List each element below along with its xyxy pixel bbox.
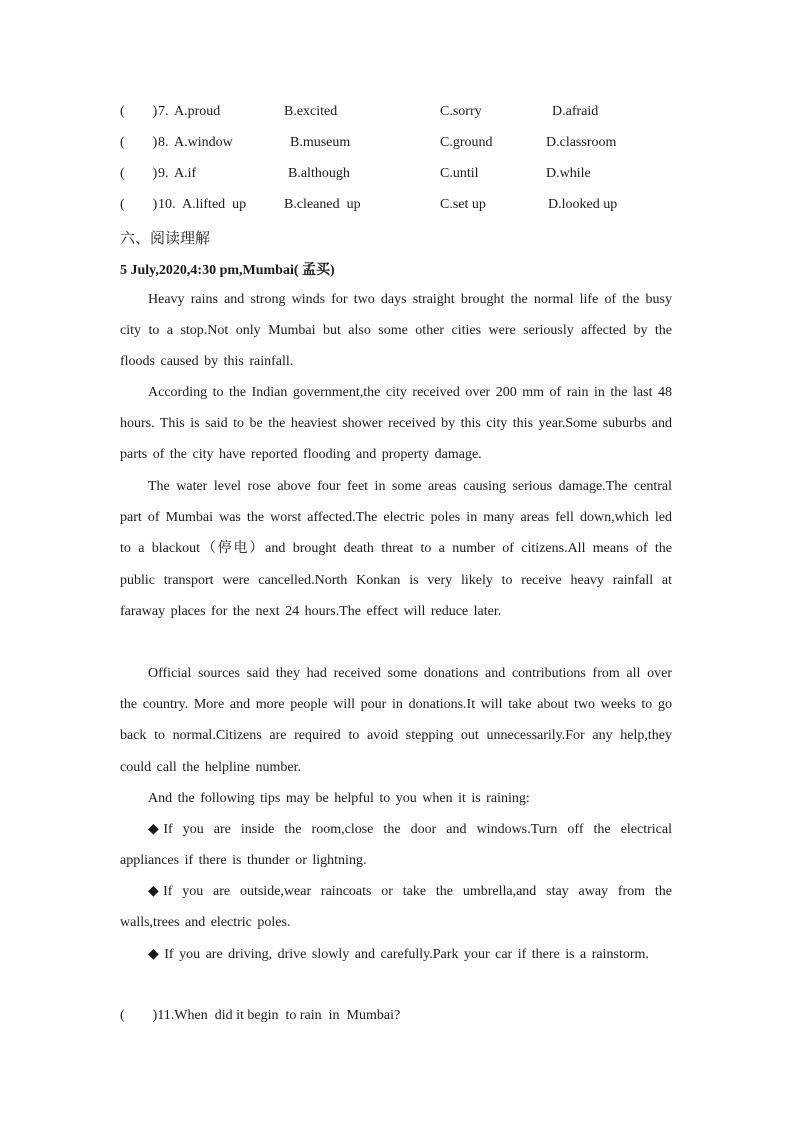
cloze-question-10 xyxy=(120,197,680,217)
article-paragraph-1: Heavy rains and strong winds for two days straight brought the normal life of the busy city to a stop.Not only Mumbai but also some other cities were seriously affected by the floods caused by this rainfall. xyxy=(120,292,672,370)
option-a: A.if xyxy=(174,166,197,181)
article-dateline: 5 July,2020,4:30 pm,Mumbai( 孟买) xyxy=(120,263,335,278)
tip-item-driving: ◆ If you are driving, drive slowly and carefully.Park your car if there is a rainstorm. xyxy=(148,947,649,962)
option-b: B.although xyxy=(288,166,350,181)
article-paragraph-2: According to the Indian government,the city received over 200 mm of rain in the last 48 hours. This is said to be the heaviest shower received by this city this year.Some suburbs and parts of the city have reported flooding and property damage. xyxy=(120,385,672,463)
answer-bracket: ( ) xyxy=(120,197,158,212)
answer-bracket: ( ) xyxy=(120,135,158,150)
option-b: B.museum xyxy=(290,135,351,150)
option-d: D.while xyxy=(546,166,591,181)
cloze-question-7 xyxy=(120,104,680,124)
option-a: A.window xyxy=(174,135,233,150)
option-a: A.lifted up xyxy=(182,197,247,212)
section-title: 六、阅读理解 xyxy=(120,229,211,247)
question-number: 7. xyxy=(158,104,169,119)
option-a: A.proud xyxy=(174,104,221,119)
tip-item-inside: ◆If you are inside the room,close the door and windows.Turn off the electrical appliances if there is thunder or lightning. xyxy=(120,822,672,869)
question-number: 8. xyxy=(158,135,169,150)
option-d: D.afraid xyxy=(552,104,599,119)
option-c: C.ground xyxy=(440,135,493,150)
article-paragraph-4: Official sources said they had received some donations and contributions from all over the country. More and more people will pour in donations.It will take about two weeks to go back to normal.Citizens are required to avoid stepping out unnecessarily.For any help,they could call the helpline number. xyxy=(120,666,672,775)
tip-item-outside: ◆If you are outside,wear raincoats or take the umbrella,and stay away from the walls,trees and electric poles. xyxy=(120,884,672,931)
answer-bracket: ( ) xyxy=(120,166,158,181)
option-d: D.looked up xyxy=(548,197,618,212)
option-c: C.sorry xyxy=(440,104,482,119)
article-paragraph-3: The water level rose above four feet in some areas causing serious damage.The central part of Mumbai was the worst affected.The electric poles in many areas fell down,which led to a blackout（停电）and brought death threat to a number of citizens.All means of the public transport were cancelled.North Konkan is very likely to receive heavy rainfall at faraway places for the next 24 hours.The effect will reduce later. xyxy=(120,479,672,619)
question-11: ( )11.When did it begin to rain in Mumbai? xyxy=(120,1008,401,1023)
option-c: C.until xyxy=(440,166,479,181)
cloze-question-9 xyxy=(120,166,680,186)
option-d: D.classroom xyxy=(546,135,617,150)
cloze-question-8 xyxy=(120,135,680,155)
question-number: 9. xyxy=(158,166,169,181)
article-paragraph-5: And the following tips may be helpful to you when it is raining: xyxy=(148,791,530,806)
option-b: B.excited xyxy=(284,104,338,119)
question-number: 10. xyxy=(158,197,176,212)
answer-bracket: ( ) xyxy=(120,104,158,119)
option-b: B.cleaned up xyxy=(284,197,361,212)
option-c: C.set up xyxy=(440,197,486,212)
